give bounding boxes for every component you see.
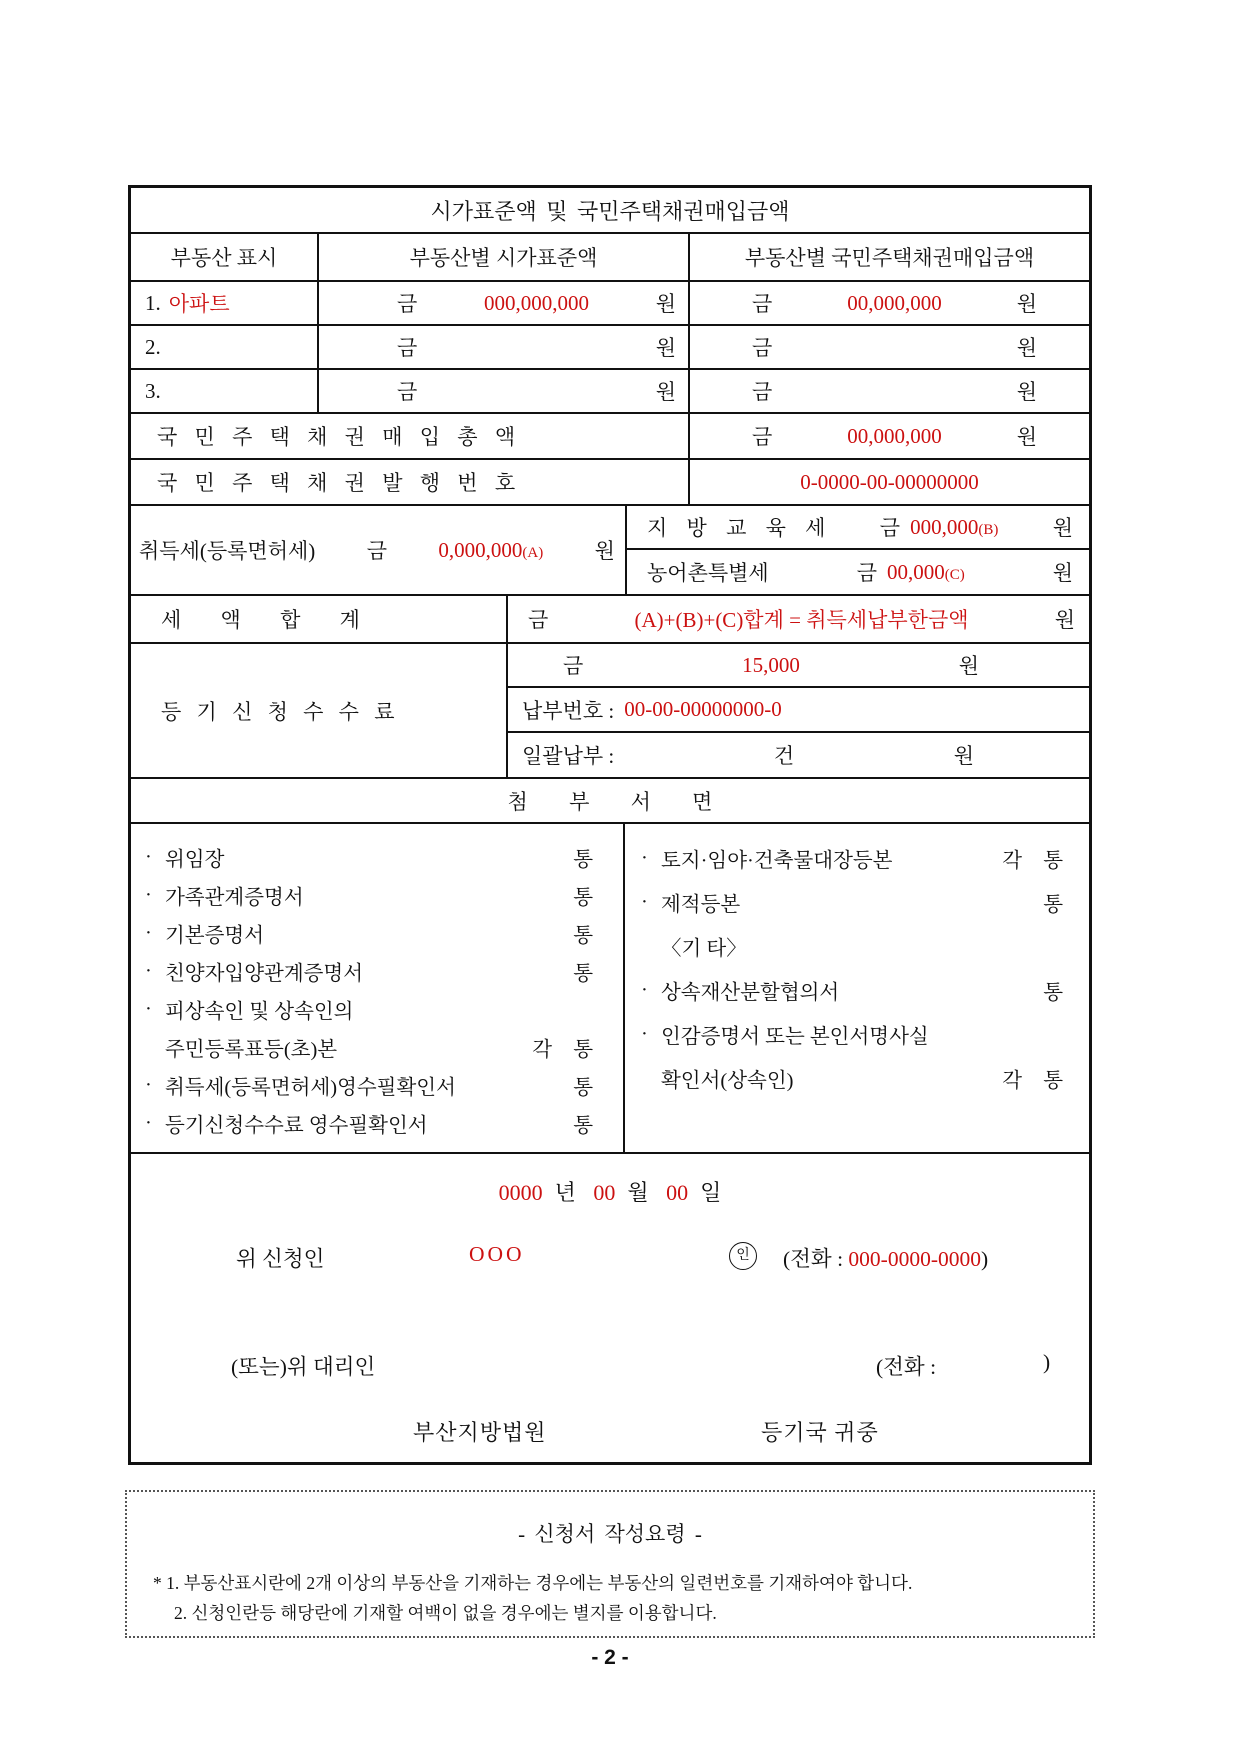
bullet: · <box>641 1022 648 1045</box>
form-title-row <box>131 188 1089 234</box>
attachment-count: 통 <box>573 963 593 985</box>
tax-row <box>131 506 1089 596</box>
std-price-cell-2 <box>319 326 690 368</box>
attachment-name: 취득세(등록면허세)영수필확인서 <box>165 1077 456 1099</box>
attachment-name: 인감증명서 또는 본인서명사실 <box>661 1026 929 1048</box>
local-tax-cells <box>627 506 1089 594</box>
agent-phone-prefix: (전화 : <box>876 1355 937 1379</box>
won-label: 원 <box>1016 292 1037 316</box>
std-price-cell-3 <box>319 370 690 412</box>
date-line <box>131 1176 1089 1207</box>
attachment-count: 통 <box>573 1115 593 1137</box>
fee-bulk-unit: 건 <box>773 743 795 768</box>
attachment-count: 통 <box>573 887 593 909</box>
rural-special-tax-row <box>627 550 1089 594</box>
seal-mark: 인 <box>729 1242 757 1270</box>
currency-label: 금 <box>752 380 773 404</box>
won-label: 원 <box>655 292 676 316</box>
attachment-item <box>641 1056 1063 1100</box>
registration-form-table <box>128 185 1092 1465</box>
bullet: · <box>145 921 152 944</box>
attachments-title: 첨 부 서 면 <box>507 789 713 814</box>
bond-total-label: 국 민 주 택 채 권 매 입 총 액 <box>131 414 690 458</box>
attachment-item <box>145 838 593 876</box>
currency-label: 금 <box>879 516 901 540</box>
attachment-name: 가족관계증명서 <box>165 887 304 909</box>
bond-cell-2 <box>690 326 1089 368</box>
attachment-count: 각 통 <box>1002 1070 1063 1092</box>
won-label: 원 <box>655 336 676 360</box>
bullet: · <box>145 959 152 982</box>
currency-label: 금 <box>397 380 418 404</box>
attachment-count: 통 <box>573 925 593 947</box>
registration-fee-row <box>131 644 1089 779</box>
applicant-name: OOO <box>469 1242 525 1266</box>
attachment-item <box>145 914 593 952</box>
local-education-tax-value: 000,000 <box>910 514 979 539</box>
attachment-name: 주민등록표등(초)본 <box>165 1039 338 1061</box>
attachment-name: 기본증명서 <box>165 925 265 947</box>
property-row-1 <box>131 282 1089 326</box>
won-label: 원 <box>953 743 974 768</box>
attachment-name: 피상속인 및 상속인의 <box>165 1001 354 1023</box>
date-month-value: 00 <box>593 1180 616 1205</box>
property-row-2 <box>131 326 1089 370</box>
fee-bulk-payment-label: 일괄납부 : <box>522 743 615 768</box>
bullet: · <box>641 890 648 913</box>
property-label-2 <box>131 326 319 368</box>
bond-number-row <box>131 460 1089 506</box>
won-label: 원 <box>1052 561 1073 585</box>
attachments-row <box>131 824 1089 1154</box>
attachment-item <box>145 1104 593 1142</box>
col-header-std-price: 부동산별 시가표준액 <box>319 234 690 280</box>
fee-payment-number-row <box>508 688 1089 732</box>
registration-fee-cells <box>508 644 1089 777</box>
bond-number-value: 0-0000-00-00000000 <box>800 469 979 494</box>
attachment-item <box>641 836 1063 880</box>
acquisition-tax-cell <box>131 506 627 594</box>
attachment-count: 통 <box>573 849 593 871</box>
rural-special-tax-label: 농어촌특별세 <box>647 561 769 585</box>
property-label-1 <box>131 282 319 324</box>
column-header-row <box>131 234 1089 282</box>
acquisition-tax-marker: (A) <box>522 544 544 561</box>
signature-area <box>131 1154 1089 1462</box>
agent-paren-close: ) <box>1043 1350 1051 1374</box>
attachment-count: 통 <box>573 1077 593 1099</box>
paren-close: ) <box>981 1247 989 1271</box>
attachment-name: 토지·임야·건축물대장등본 <box>661 850 893 872</box>
property-no-2: 2. <box>145 334 161 359</box>
rural-special-tax-value: 00,000 <box>886 559 945 584</box>
fee-bulk-payment-row <box>508 733 1089 777</box>
tax-sum-formula: (A)+(B)+(C)합계 = 취득세납부한금액 <box>634 608 969 632</box>
acquisition-tax-value: 0,000,000 <box>438 537 523 562</box>
property-no-1: 1. <box>145 290 161 315</box>
tax-sum-row <box>131 596 1089 644</box>
tax-sum-cell <box>508 596 1089 642</box>
rural-special-tax-marker: (C) <box>944 566 965 583</box>
attachment-count: 통 <box>1043 894 1063 916</box>
attachment-name: 등기신청수수료 영수필확인서 <box>165 1115 428 1137</box>
bullet: · <box>145 1073 152 1096</box>
bullet: · <box>145 997 152 1020</box>
local-education-tax-row <box>627 506 1089 550</box>
applicant-label: 위 신청인 <box>236 1247 325 1271</box>
day-label: 일 <box>700 1180 722 1205</box>
attachment-count: 통 <box>1043 982 1063 1004</box>
property-label-3 <box>131 370 319 412</box>
won-label: 원 <box>1054 608 1075 632</box>
fee-payment-number-label: 납부번호 : <box>522 698 615 723</box>
registration-fee-label: 등 기 신 청 수 수 료 <box>131 644 508 777</box>
std-price-cell-1 <box>319 282 690 324</box>
col-header-property: 부동산 표시 <box>131 234 319 280</box>
currency-label: 금 <box>752 292 773 316</box>
page-number: - 2 - <box>591 1646 629 1669</box>
attachment-item <box>145 952 593 990</box>
property-row-3 <box>131 370 1089 414</box>
fee-amount-value: 15,000 <box>742 652 800 677</box>
instruction-item-1: * 1. 부동산표시란에 2개 이상의 부동산을 기재하는 경우에는 부동산의 일련번호를 기재하여야 합니다. <box>153 1573 913 1593</box>
attachments-right-column <box>625 824 1089 1152</box>
currency-label: 금 <box>366 539 387 563</box>
attachment-item <box>145 876 593 914</box>
instruction-item-2: 2. 신청인란등 해당란에 기재할 여백이 없을 경우에는 별지를 이용합니다. <box>174 1603 717 1623</box>
month-label: 월 <box>627 1180 649 1205</box>
attachment-name: 위임장 <box>165 849 225 871</box>
currency-label: 금 <box>397 292 418 316</box>
bullet: · <box>145 883 152 906</box>
attachment-name: 〈기 타〉 <box>661 938 747 960</box>
currency-label: 금 <box>528 608 549 632</box>
bond-cell-3 <box>690 370 1089 412</box>
applicant-phone <box>783 1242 988 1273</box>
property-name-1: 아파트 <box>168 292 230 316</box>
instructions-items <box>153 1568 1093 1628</box>
court-name: 부산지방법원 <box>413 1420 547 1445</box>
attachment-item <box>641 968 1063 1012</box>
bond-number-label: 국 민 주 택 채 권 발 행 번 호 <box>131 460 690 504</box>
bond-total-value: 00,000,000 <box>847 423 942 448</box>
year-label: 년 <box>554 1180 576 1205</box>
form-title: 시가표준액 및 국민주택채권매입금액 <box>430 198 790 224</box>
attachment-name: 친양자입양관계증명서 <box>165 963 364 985</box>
attachment-item <box>641 880 1063 924</box>
acquisition-tax-label: 취득세(등록면허세) <box>139 539 316 563</box>
won-label: 원 <box>655 380 676 404</box>
fee-amount-row <box>508 644 1089 688</box>
attachment-item <box>145 1028 593 1066</box>
attachments-header-row <box>131 779 1089 824</box>
tax-sum-label: 세 액 합 계 <box>131 596 508 642</box>
won-label: 원 <box>958 654 979 679</box>
date-year-value: 0000 <box>498 1180 543 1205</box>
court-dept: 등기국 귀중 <box>761 1420 879 1445</box>
attachment-item <box>145 990 593 1028</box>
agent-label: (또는)위 대리인 <box>231 1355 376 1379</box>
attachment-item <box>641 1012 1063 1056</box>
won-label: 원 <box>594 539 615 563</box>
won-label: 원 <box>1016 425 1037 449</box>
won-label: 원 <box>1052 516 1073 540</box>
instructions-title: - 신청서 작성요령 - <box>518 1522 702 1546</box>
bullet: · <box>145 1111 152 1134</box>
attachment-count: 각 통 <box>532 1039 593 1061</box>
col-header-bond: 부동산별 국민주택채권매입금액 <box>744 246 1035 270</box>
attachment-name: 상속재산분할협의서 <box>661 982 840 1004</box>
won-label: 원 <box>1016 380 1037 404</box>
attachment-name: 제적등본 <box>661 894 741 916</box>
currency-label: 금 <box>856 561 877 585</box>
phone-prefix: (전화 : <box>783 1247 844 1271</box>
bullet: · <box>641 978 648 1001</box>
attachment-name: 확인서(상속인) <box>661 1070 794 1092</box>
bullet: · <box>145 845 152 868</box>
local-education-tax-label: 지 방 교 육 세 <box>647 516 826 540</box>
currency-label: 금 <box>563 654 584 679</box>
property-no-3: 3. <box>145 378 161 403</box>
fee-payment-number-value: 00-00-00000000-0 <box>624 697 782 722</box>
date-day-value: 00 <box>666 1180 689 1205</box>
attachment-item <box>145 1066 593 1104</box>
local-education-tax-marker: (B) <box>978 521 999 538</box>
won-label: 원 <box>1016 336 1037 360</box>
currency-label: 금 <box>397 336 418 360</box>
currency-label: 금 <box>752 336 773 360</box>
bullet: · <box>641 846 648 869</box>
attachment-count: 각 통 <box>1002 850 1063 872</box>
instructions-box <box>125 1490 1095 1638</box>
applicant-phone-number: 000-0000-0000 <box>848 1247 981 1271</box>
bond-cell-1 <box>690 282 1089 324</box>
currency-label: 금 <box>752 425 773 449</box>
bond-total-row <box>131 414 1089 460</box>
attachment-item <box>641 924 1063 968</box>
bond-total-cell <box>690 414 1089 458</box>
bond-value-1: 00,000,000 <box>847 290 942 315</box>
std-price-value-1: 000,000,000 <box>484 290 589 315</box>
attachments-left-column <box>131 824 625 1152</box>
